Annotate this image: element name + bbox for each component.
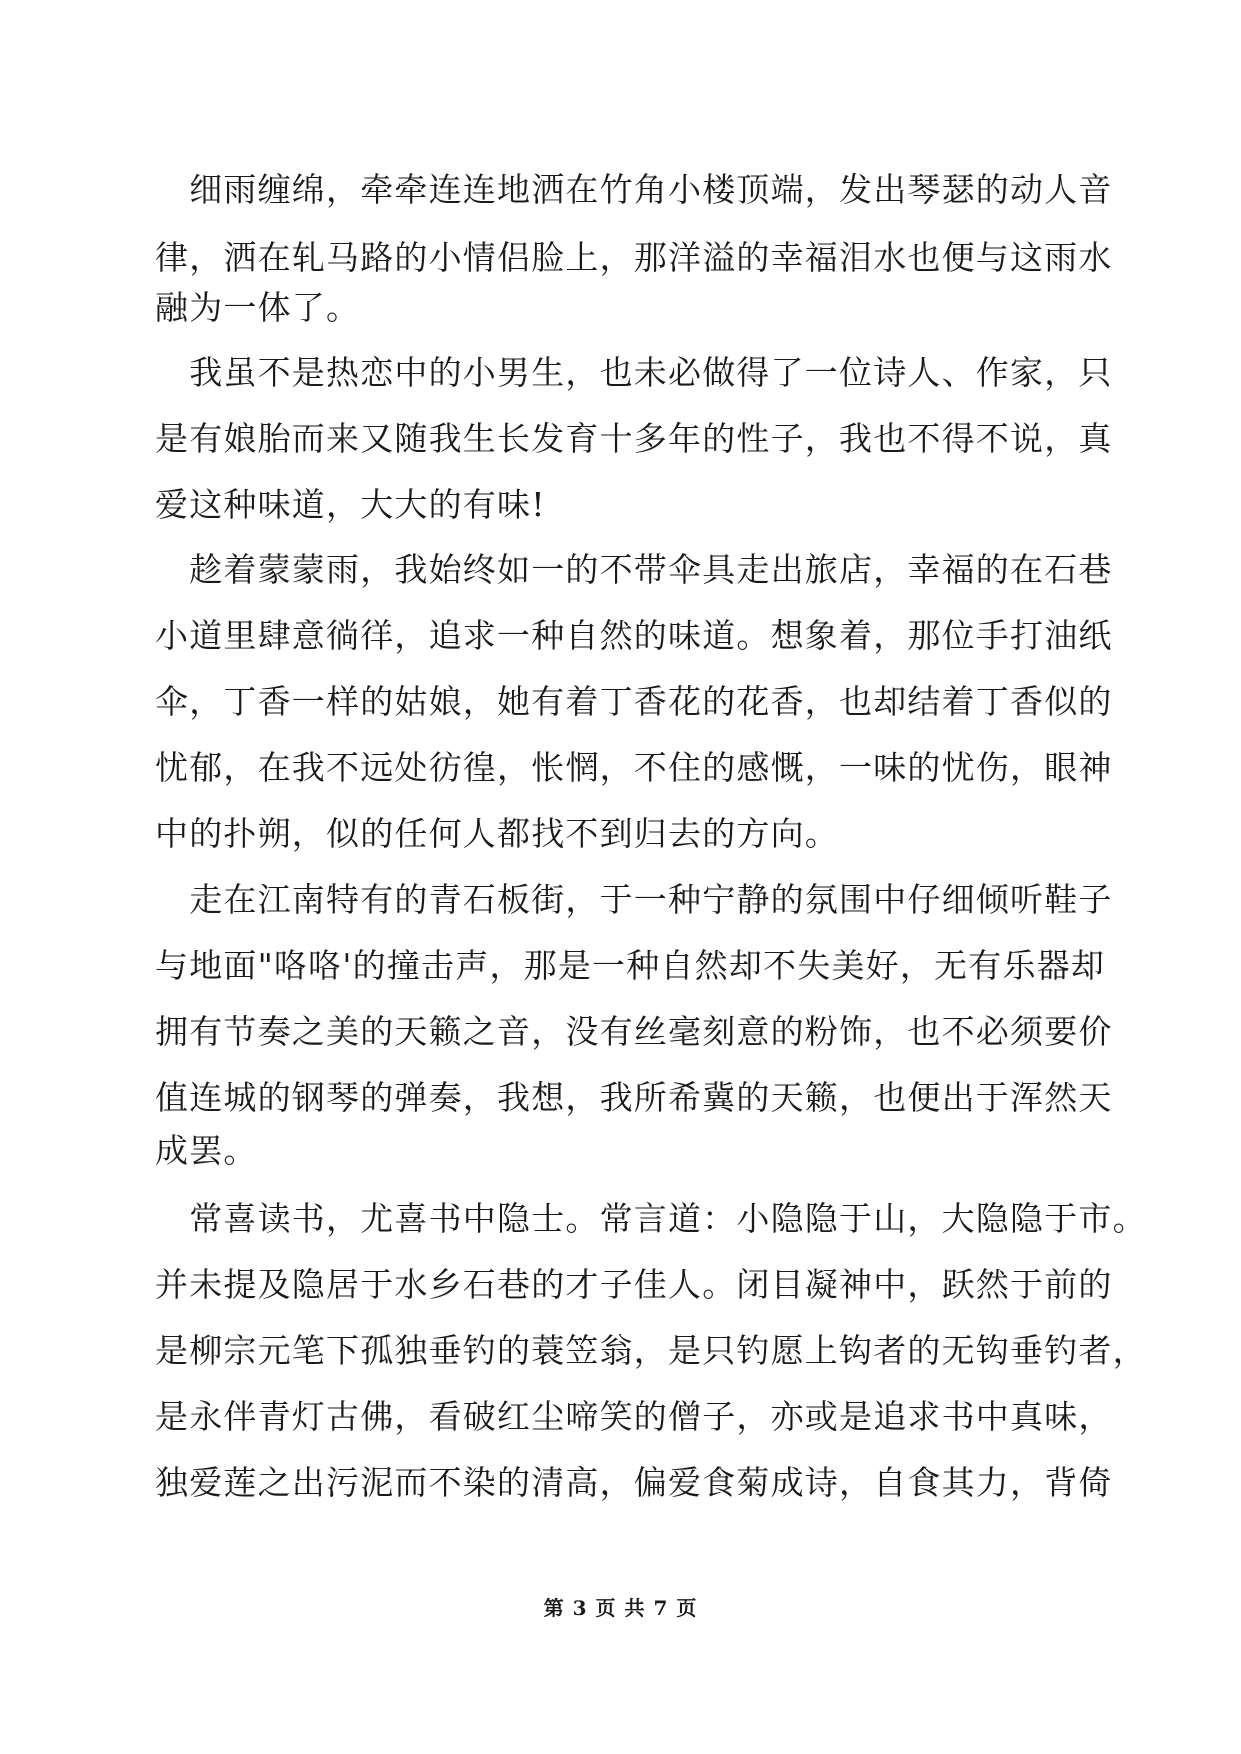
text-line: 并未提及隐居于水乡石巷的才子佳人。闭目凝神中，跃然于前的 — [155, 1265, 1113, 1304]
text-line: 爱这种味道，大大的有味! — [155, 485, 546, 524]
page-footer: 第 3 页 共 7 页 — [543, 1596, 698, 1620]
text-line: 伞，丁香一样的姑娘，她有着丁香花的花香，也却结着丁香似的 — [155, 682, 1113, 721]
text-line: 常喜读书，尤喜书中隐士。常言道：小隐隐于山，大隐隐于市。 — [155, 1199, 1147, 1238]
text-line: 中的扑朔，似的任何人都找不到归去的方向。 — [155, 814, 839, 853]
text-line: 拥有节奏之美的天籁之音，没有丝毫刻意的粉饰，也不必须要价 — [155, 1012, 1113, 1051]
text-line: 小道里肆意徜徉，追求一种自然的味道。想象着，那位手打油纸 — [155, 616, 1113, 655]
text-line: 细雨缠绵，牵牵连连地洒在竹角小楼顶端，发出琴瑟的动人音 — [155, 170, 1113, 209]
text-line: 趁着蒙蒙雨，我始终如一的不带伞具走出旅店，幸福的在石巷 — [155, 550, 1113, 589]
text-line: 忧郁，在我不远处彷徨，怅惘，不住的感慨，一味的忧伤，眼神 — [155, 748, 1113, 787]
text-line: 律，洒在轧马路的小情侣脸上，那洋溢的幸福泪水也便与这雨水 — [155, 238, 1113, 277]
text-line: 成罢。 — [155, 1131, 258, 1170]
text-line: 独爱莲之出污泥而不染的清高，偏爱食菊成诗，自食其力，背倚 — [155, 1463, 1113, 1502]
text-line: 我虽不是热恋中的小男生，也未必做得了一位诗人、作家，只 — [155, 353, 1113, 392]
text-line: 走在江南特有的青石板街，于一种宁静的氛围中仔细倾听鞋子 — [155, 880, 1113, 919]
text-line: 融为一体了。 — [155, 288, 361, 327]
text-line: 是有娘胎而来又随我生长发育十多年的性子，我也不得不说，真 — [155, 419, 1113, 458]
text-line: 值连城的钢琴的弹奏，我想，我所希冀的天籁，也便出于浑然天 — [155, 1078, 1113, 1117]
text-line: 是柳宗元笔下孤独垂钓的蓑笠翁，是只钓愿上钩者的无钩垂钓者， — [155, 1331, 1147, 1370]
text-line: 是永伴青灯古佛，看破红尘啼笑的僧子，亦或是追求书中真味， — [155, 1397, 1113, 1436]
text-line: 与地面"咯咯'的撞击声，那是一种自然却不失美好，无有乐器却 — [155, 946, 1106, 985]
